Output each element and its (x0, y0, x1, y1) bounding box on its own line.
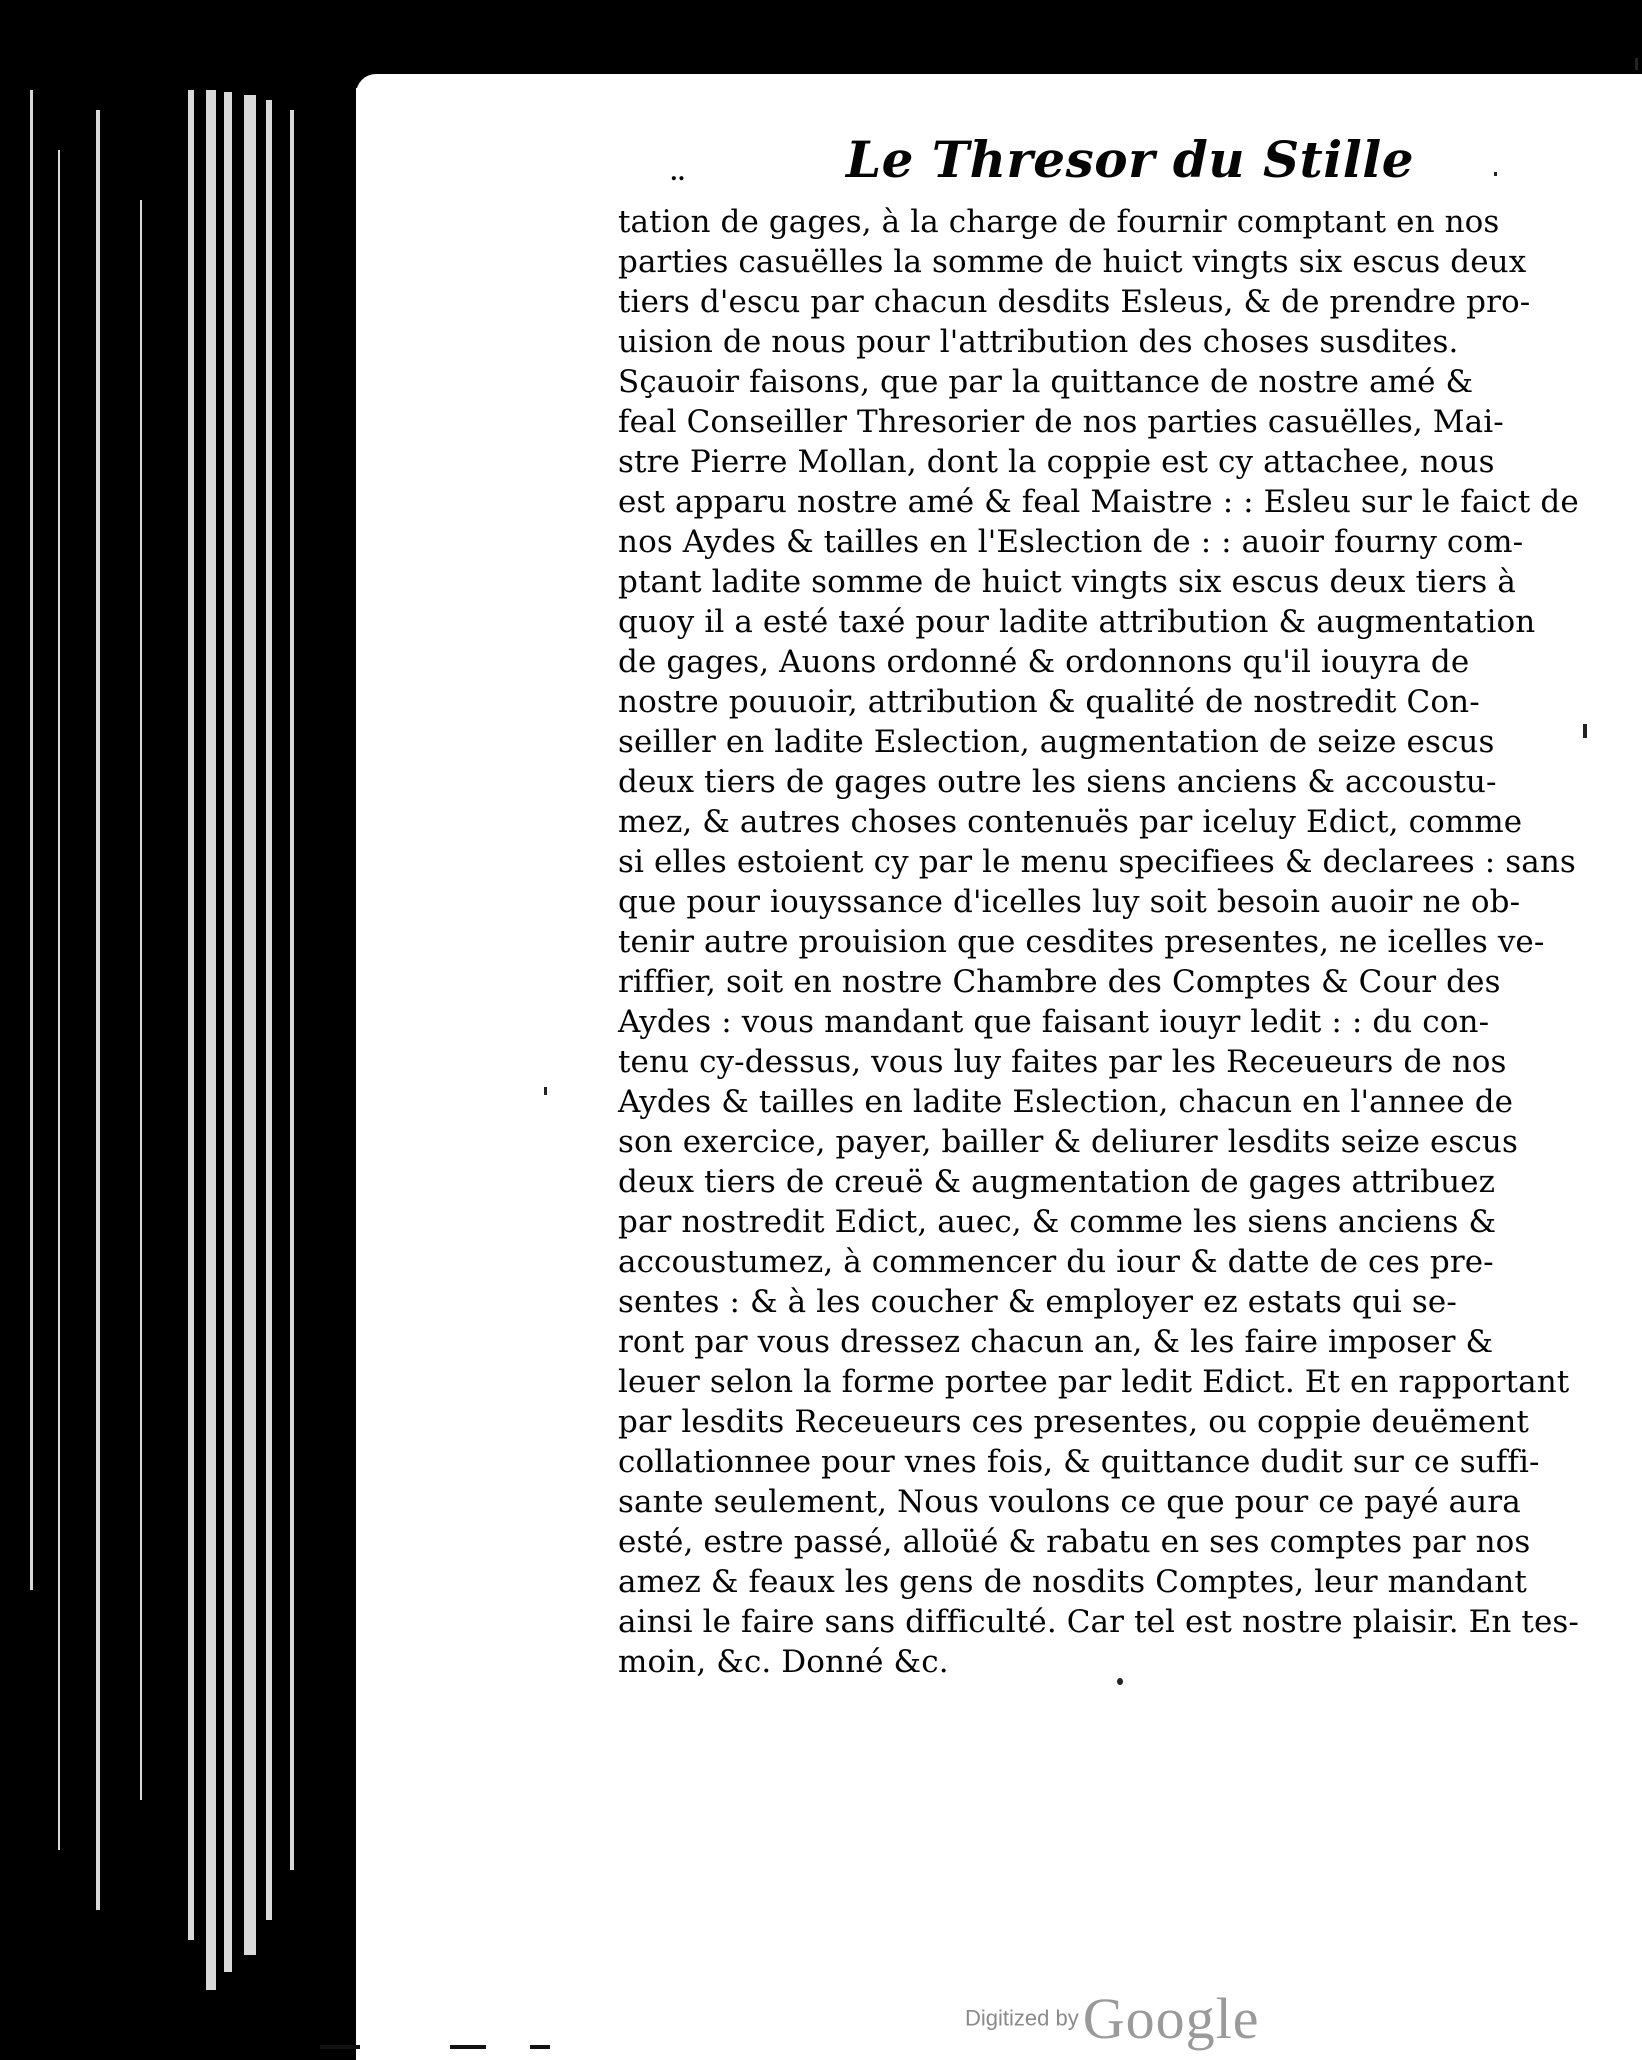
text-line: par lesdits Receueurs ces presentes, ou coppie deuëment (618, 1404, 1529, 1440)
text-line: uision de nous pour l'attribution des choses susdites. (618, 324, 1459, 360)
scan-streak (244, 95, 256, 1955)
text-line: Aydes : vous mandant que faisant iouyr ledit : : du con- (618, 1004, 1490, 1040)
page-top-edge (356, 74, 1642, 94)
ink-speck (1583, 724, 1587, 738)
page-header (618, 130, 1518, 194)
text-line: parties casuëlles la somme de huict vingts six escus deux (618, 244, 1527, 280)
text-line: tenir autre prouision que cesdites presentes, ne icelles ve- (618, 924, 1545, 960)
text-line: collationnee pour vnes fois, & quittance dudit sur ce suffi- (618, 1444, 1540, 1480)
text-line: nostre pouuoir, attribution & qualité de nostredit Con- (618, 684, 1480, 720)
text-line: deux tiers de gages outre les siens anciens & accoustu- (618, 764, 1497, 800)
text-line: esté, estre passé, alloüé & rabatu en ses comptes par nos (618, 1524, 1531, 1560)
text-line: ptant ladite somme de huict vingts six escus deux tiers à (618, 564, 1516, 600)
text-line: ront par vous dressez chacun an, & les faire imposer & (618, 1324, 1494, 1360)
text-line: son exercice, payer, bailler & deliurer lesdits seize escus (618, 1124, 1518, 1160)
body-text (618, 202, 1579, 1682)
text-line: ainsi le faire sans difficulté. Car tel est nostre plaisir. En tes- (618, 1604, 1579, 1640)
text-line: nos Aydes & tailles en l'Eslection de : : auoir fourny com- (618, 524, 1524, 560)
text-line: mez, & autres choses contenuës par iceluy Edict, comme (618, 804, 1523, 840)
watermark-brand: Google (1082, 1986, 1260, 2051)
watermark-prefix: Digitized by (965, 2005, 1079, 2031)
text-line: sentes : & à les coucher & employer ez estats qui se- (618, 1284, 1457, 1320)
scan-streak (206, 90, 216, 1990)
text-line: par nostredit Edict, auec, & comme les siens anciens & (618, 1204, 1497, 1240)
text-line: tenu cy-dessus, vous luy faites par les Receueurs de nos (618, 1044, 1507, 1080)
google-watermark (965, 1985, 1259, 2052)
bottom-mark (320, 2045, 360, 2049)
bottom-mark (450, 2045, 486, 2049)
text-line: stre Pierre Mollan, dont la coppie est cy attachee, nous (618, 444, 1495, 480)
scan-streak (224, 92, 232, 1972)
text-line: Sçauoir faisons, que par la quittance de nostre amé & (618, 364, 1474, 400)
scan-streak (188, 90, 194, 1940)
text-line: tiers d'escu par chacun desdits Esleus, & de prendre pro- (618, 284, 1531, 320)
text-line: deux tiers de creuë & augmentation de gages attribuez (618, 1164, 1496, 1200)
scan-streak (58, 150, 60, 1850)
scan-streak (140, 200, 142, 1800)
text-line: tation de gages, à la charge de fournir comptant en nos (618, 204, 1500, 240)
text-line: Aydes & tailles en ladite Eslection, chacun en l'annee de (618, 1084, 1514, 1120)
text-line: seiller en ladite Eslection, augmentation de seize escus (618, 724, 1495, 760)
header-marks: .. (670, 160, 686, 186)
running-head: Le Thresor du Stille (846, 130, 1415, 189)
ink-speck (1117, 1678, 1123, 1685)
text-line: amez & feaux les gens de nosdits Comptes, leur mandant (618, 1564, 1527, 1600)
text-line: quoy il a esté taxé pour ladite attribution & augmentation (618, 604, 1536, 640)
scan-streak (290, 110, 294, 1870)
text-line: est apparu nostre amé & feal Maistre : : Esleu sur le faict de (618, 484, 1579, 520)
text-line: leuer selon la forme portee par ledit Edict. Et en rapportant (618, 1364, 1570, 1400)
bottom-mark (530, 2045, 550, 2049)
ink-speck (1635, 58, 1638, 70)
text-line: sante seulement, Nous voulons ce que pour ce payé aura (618, 1484, 1521, 1520)
scan-streak (266, 100, 272, 1920)
scan-left-border (0, 0, 356, 2060)
text-line: que pour iouyssance d'icelles luy soit besoin auoir ne ob- (618, 884, 1521, 920)
text-line: feal Conseiller Thresorier de nos parties casuëlles, Mai- (618, 404, 1504, 440)
scan-streak (96, 110, 100, 1910)
text-line: accoustumez, à commencer du iour & datte de ces pre- (618, 1244, 1494, 1280)
text-line: si elles estoient cy par le menu specifiees & declarees : sans (618, 844, 1576, 880)
ink-speck (544, 1087, 547, 1095)
text-line: de gages, Auons ordonné & ordonnons qu'il iouyra de (618, 644, 1470, 680)
page-content (618, 130, 1579, 1682)
text-line: moin, &c. Donné &c. (618, 1644, 949, 1680)
scan-streak (30, 90, 33, 1590)
ink-speck (1494, 172, 1497, 176)
text-line: riffier, soit en nostre Chambre des Comptes & Cour des (618, 964, 1501, 1000)
